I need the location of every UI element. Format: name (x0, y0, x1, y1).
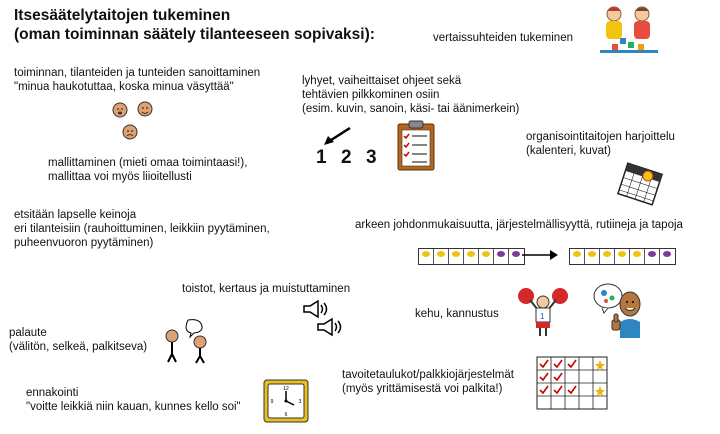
rewards-text: tavoitetaulukot/palkkiojärjestelmät (myös yrittämisestä voi palkita!) (342, 369, 514, 395)
speaker-icon (300, 300, 348, 340)
organizing-text: organisointitaitojen harjoittelu (kalenteri, kuvat) (526, 131, 675, 157)
repetition-text: toistot, kertaus ja muistuttaminen (182, 283, 351, 295)
title-line-2: (oman toiminnan säätely tilanteeseen sopivaksi): (14, 26, 375, 43)
svg-text:9: 9 (270, 399, 274, 405)
calendar-icon (616, 162, 664, 206)
naming-text: toiminnan, tilanteiden ja tunteiden sanoittaminen "minua haukotuttaa, koska minua väsyttää" (14, 67, 261, 93)
page-title (14, 6, 375, 44)
thumbs-up-icon (588, 282, 646, 338)
clipboard-checklist-icon (396, 120, 436, 172)
feedback-text: palaute (välitön, selkeä, palkitseva) (9, 327, 148, 353)
svg-text:12: 12 (283, 386, 289, 392)
right-arrow-icon (522, 249, 558, 261)
arrow-icon (322, 126, 354, 146)
reward-chart-icon (536, 356, 608, 410)
clock-icon (262, 378, 310, 424)
peers-playing-icon (594, 4, 664, 54)
peer-text: vertaissuhteiden tukeminen (433, 32, 573, 44)
praise-text: kehu, kannustus (415, 308, 499, 320)
means-text: etsitään lapselle keinoja eri tilanteisiin (rauhoittuminen, leikkiin pyytäminen, puheenvuoron pyytäminen) (14, 209, 270, 249)
step-3: 3 (366, 147, 377, 168)
weekday-strip-icon (418, 248, 525, 265)
weekday-strip-icon-2 (569, 248, 676, 265)
modeling-text: mallittaminen (mieti omaa toimintaasi!), mallittaa voi myös liioitellusti (48, 157, 248, 183)
anticipation-text: ennakointi "voitte leikkiä niin kauan, kunnes kello soi" (26, 387, 241, 413)
routine-text: arkeen johdonmukaisuutta, järjestelmällisyyttä, rutiineja ja tapoja (355, 219, 683, 231)
talking-people-icon (158, 318, 216, 364)
step-1: 1 (316, 147, 327, 168)
svg-text:6: 6 (284, 412, 288, 418)
svg-text:3: 3 (298, 399, 302, 405)
faces-icon (108, 98, 160, 142)
title-line-1: Itsesäätelytaitojen tukeminen (14, 7, 231, 24)
instructions-text: lyhyet, vaiheittaiset ohjeet sekä tehtävien pilkkominen osiin (esim. kuvin, sanoin, käsi- tai äänimerkein) (302, 75, 520, 115)
step-2: 2 (341, 147, 352, 168)
svg-text:1: 1 (540, 312, 545, 321)
cheerleader-icon (518, 286, 568, 338)
